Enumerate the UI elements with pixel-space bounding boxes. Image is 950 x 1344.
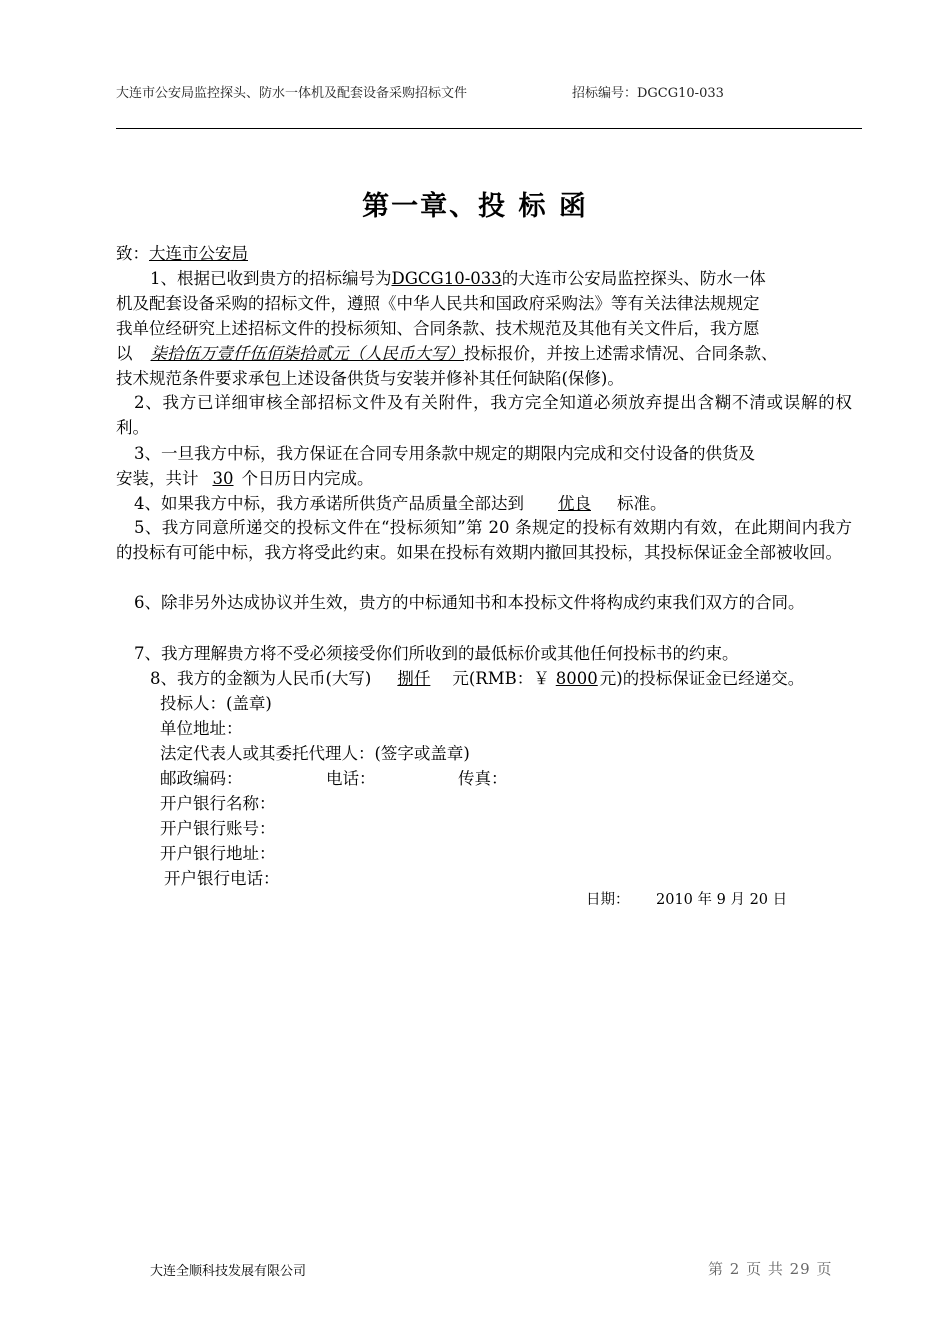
date-value: 2010 年 9 月 20 日 (656, 892, 788, 908)
header-doc-title: 大连市公安局监控探头、防水一体机及配套设备采购招标文件 (116, 86, 468, 101)
p1-line-5: 技术规范条件要求承包上述设备供货与安装并修补其任何缺陷(保修)。 (116, 369, 624, 388)
p5: 5、我方同意所递交的投标文件在“投标须知”第 20 条规定的投标有效期内有效，在此期间内我方的投标有可能中标，我方将受此约束。如果在投标有效期内撤回其投标，其投标保证金全部被收回。 (116, 518, 852, 562)
field-legal-rep: 法定代表人或其委托代理人：(签字或盖章) (160, 744, 470, 763)
footer-company: 大连全顺科技发展有限公司 (150, 1264, 307, 1279)
p1-text-a: 1、根据已收到贵方的招标编号为 (150, 269, 392, 288)
quality-grade: 优良 (558, 494, 591, 513)
p8-text-b: 元(RMB：￥ (452, 669, 550, 688)
p2: 2、我方已详细审核全部招标文件及有关附件，我方完全知道必须放弃提出含糊不清或误解的权利。 (116, 393, 852, 437)
field-bank-address: 开户银行地址： (160, 844, 276, 863)
p7: 7、我方理解贵方将不受必须接受你们所收到的最低标价或其他任何投标书的约束。 (134, 644, 739, 663)
addressee: 大连市公安局 (149, 244, 248, 263)
p1-text-e: 以 (116, 344, 133, 363)
p3-line-1: 3、一旦我方中标，我方保证在合同专用条款中规定的期限内完成和交付设备的供货及 (134, 444, 755, 463)
chapter-title: 第一章、投 标 函 (362, 191, 588, 222)
footer-page-number: 第 2 页 共 29 页 (708, 1260, 833, 1278)
p4-line (134, 490, 667, 514)
date-label: 日期： (586, 892, 630, 908)
field-phone: 电话： (326, 769, 376, 788)
header-tender-number: 招标编号：DGCG10-033 (572, 86, 724, 101)
bid-amount-words: 柒拾伍万壹仟伍佰柒拾贰元（人民币大写） (150, 344, 464, 363)
field-address: 单位地址： (160, 719, 243, 738)
p8-text-c: 元)的投标保证金已经递交。 (599, 669, 805, 688)
header-rule (116, 128, 862, 129)
field-postcode: 邮政编码： (160, 769, 243, 788)
field-fax: 传真： (458, 769, 508, 788)
p3-text-c: 个日历日内完成。 (241, 469, 374, 488)
p1-text-f: 投标报价，并按上述需求情况、合同条款、 (464, 344, 778, 363)
p3-line-2 (116, 465, 374, 489)
p1-text-b: 的大连市公安局监控探头、防水一体 (501, 269, 766, 288)
field-bank-name: 开户银行名称： (160, 794, 276, 813)
p1-line-3: 我单位经研究上述招标文件的投标须知、合同条款、技术规范及其他有关文件后，我方愿 (116, 319, 760, 338)
deposit-amount-words: 捌仟 (397, 669, 431, 688)
delivery-days: 30 (212, 469, 234, 488)
field-bank-account: 开户银行账号： (160, 819, 276, 838)
p4-text-b: 标准。 (617, 494, 667, 513)
deposit-amount-rmb: 8000 (555, 669, 598, 688)
p8-line (150, 665, 804, 689)
field-bidder: 投标人：(盖章) (160, 694, 272, 713)
p1-line-2: 机及配套设备采购的招标文件，遵照《中华人民共和国政府采购法》等有关法律法规规定 (116, 294, 760, 313)
p1-line-1 (150, 265, 766, 289)
p4-text-a: 4、如果我方中标，我方承诺所供货产品质量全部达到 (134, 494, 524, 513)
p3-text-b: 安装，共计 (116, 469, 199, 488)
addressee-prefix: 致： (116, 244, 149, 263)
tender-code: DGCG10-033 (391, 269, 502, 288)
p6: 6、除非另外达成协议并生效，贵方的中标通知书和本投标文件将构成约束我们双方的合同。 (134, 593, 805, 612)
addressee-line (116, 240, 248, 264)
p8-text-a: 8、我方的金额为人民币(大写) (150, 669, 372, 688)
field-bank-phone: 开户银行电话： (164, 869, 280, 888)
p1-line-4 (116, 340, 778, 364)
